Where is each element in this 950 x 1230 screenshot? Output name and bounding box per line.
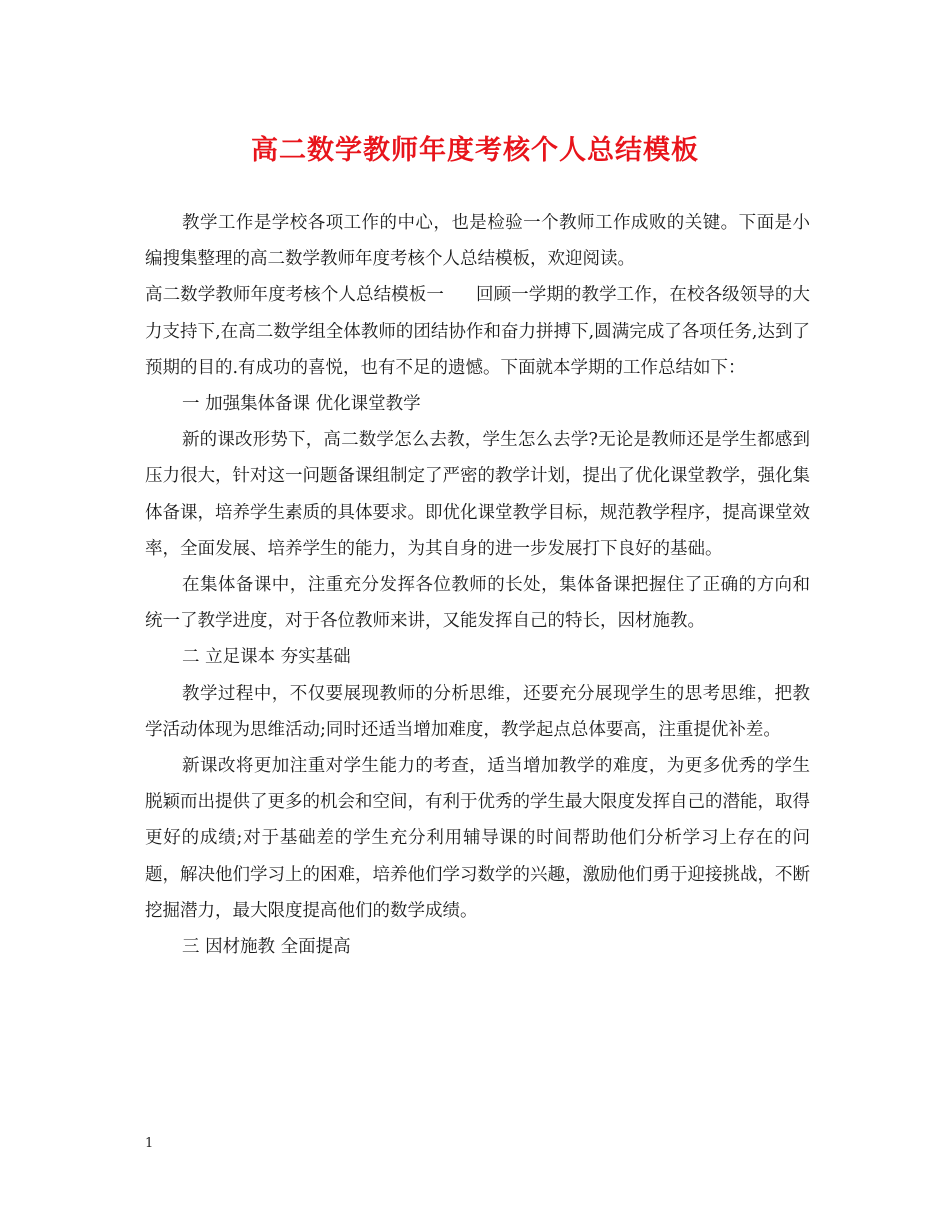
section2-paragraph-1: 教学过程中，不仅要展现教师的分析思维，还要充分展现学生的思考思维，把教学活动体现为思维活动;同时还适当增加难度，教学起点总体要高，注重提优补差。 [145,683,810,740]
template-label: 高二数学教师年度考核个人总结模板一 [145,285,444,306]
section-heading-3: 三 因材施教 全面提高 [182,937,351,958]
section2-paragraph-2: 新课改将更加注重对学生能力的考查，适当增加教学的难度，为更多优秀的学生脱颖而出提供了更多的机会和空间，有利于优秀的学生最大限度发挥自己的潜能，取得更好的成绩;对于基础差的学生充分利用辅导课的时间帮助他们分析学习上存在的问题，解决他们学习上的困难，培养他们学习数学的兴趣，激励他们勇于迎接挑战，不断挖掘潜力，最大限度提高他们的数学成绩。 [145,756,810,921]
section-heading-2: 二 立足课本 夯实基础 [182,647,351,668]
template-body: 回顾一学期的教学工作，在校各级领导的大力支持下,在高二数学组全体教师的团结协作和奋力拼搏下,圆满完成了各项任务,达到了预期的目的.有成功的喜悦，也有不足的遗憾。下面就本学期的工作总结如下： [145,285,811,378]
document-title: 高二数学教师年度考核个人总结模板 [251,135,699,166]
page-number: 1 [145,1136,154,1151]
section1-paragraph-1: 新的课改形势下，高二数学怎么去教，学生怎么去学?无论是教师还是学生都感到压力很大，针对这一问题备课组制定了严密的教学计划，提出了优化课堂教学，强化集体备课，培养学生素质的具体要求。即优化课堂教学目标，规范教学程序，提高课堂效率，全面发展、培养学生的能力，为其自身的进一步发展打下良好的基础。 [145,430,810,559]
section-heading-1: 一 加强集体备课 优化课堂教学 [182,394,421,415]
document-body [145,205,810,965]
section1-paragraph-2: 在集体备课中，注重充分发挥各位教师的长处，集体备课把握住了正确的方向和统一了教学进度，对于各位教师来讲，又能发挥自己的特长，因材施教。 [145,575,810,632]
template-paragraph [145,277,810,386]
intro-paragraph: 教学工作是学校各项工作的中心，也是检验一个教师工作成败的关键。下面是小编搜集整理的高二数学教师年度考核个人总结模板，欢迎阅读。 [145,213,810,270]
